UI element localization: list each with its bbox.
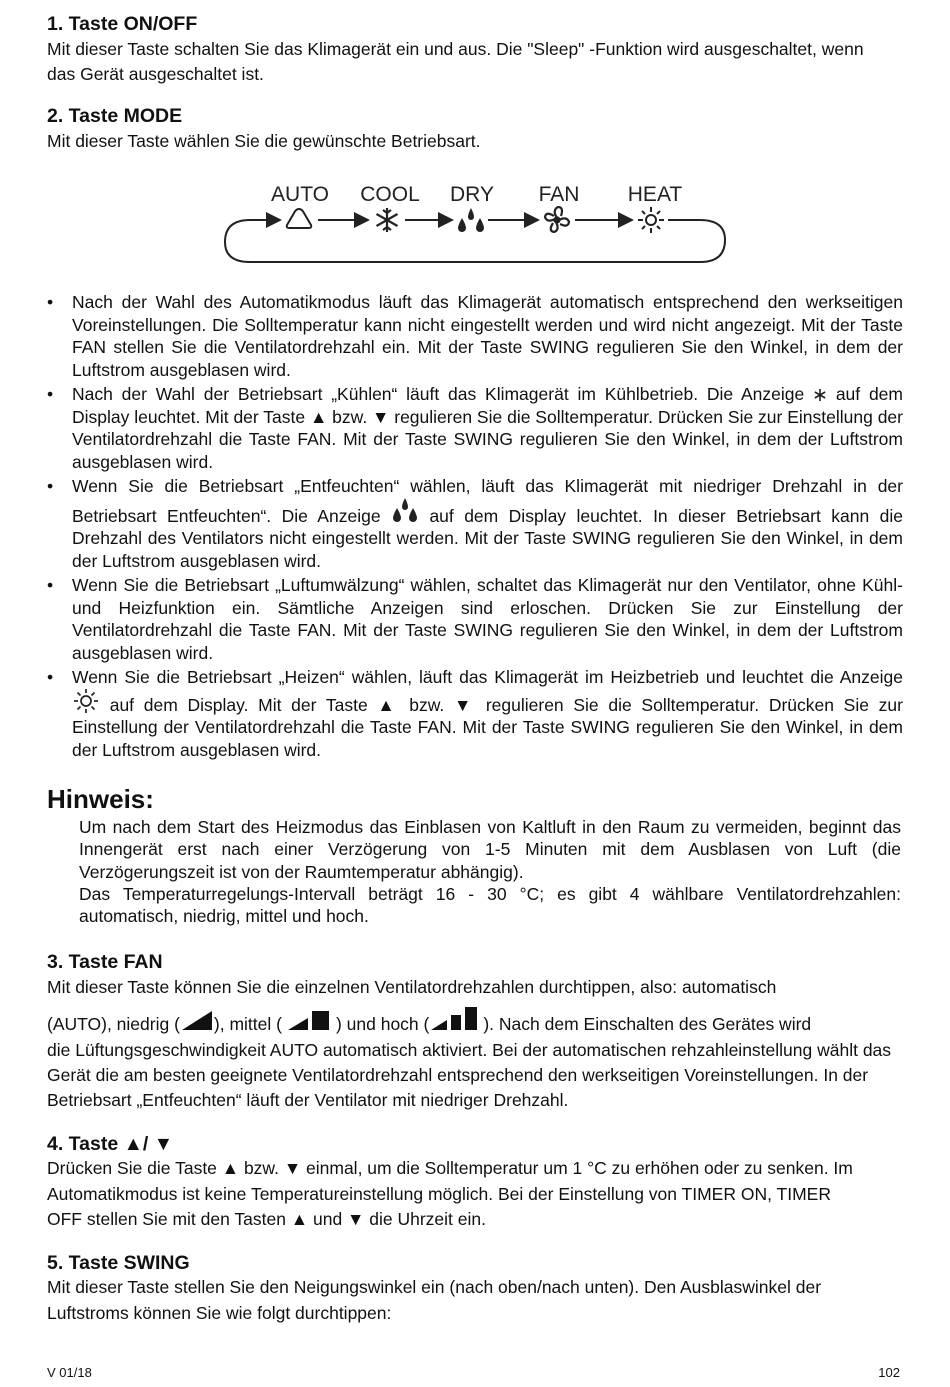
mode-cycle-diagram (220, 180, 730, 268)
footer-version: V 01/18 (47, 1365, 92, 1380)
section-5-text: Mit dieser Taste stellen Sie den Neigungswinkel ein (nach oben/nach unten). Den Ausblaswinkel der Luftstroms können Sie wie folgt durchtippen: (47, 1277, 822, 1323)
list-item (47, 574, 903, 664)
cycle-arrows (225, 220, 725, 262)
fan-speed-medium-icon (282, 1008, 336, 1032)
fan-icon (545, 207, 569, 232)
mode-label-heat: HEAT (627, 183, 683, 206)
auto-triangle-icon (287, 209, 312, 228)
bullet-dot: • (47, 292, 54, 312)
bullet-dot: • (47, 667, 54, 687)
list-item (47, 475, 903, 572)
footer-page-number: 102 (878, 1365, 900, 1380)
list-item (47, 383, 903, 473)
bullet-text: auf dem Display. Mit der Taste ▲ bzw. ▼ regulieren Sie die Solltemperatur. Drücken Sie zur Einstellung der Ventilatordrehzahl die Taste FAN. Mit der Taste SWING regulieren Sie den Winkel, in dem der Luftstrom ausgeblasen wird. (72, 694, 903, 760)
bullet-text: Nach der Wahl der Betriebsart „Kühlen“ läuft das Klimagerät im Kühlbetrieb. Die Anzeige (72, 384, 805, 404)
section-3-text-part: (AUTO), niedrig ( (47, 1014, 180, 1034)
section-1-text: Mit dieser Taste schalten Sie das Klimagerät ein und aus. Die "Sleep" -Funktion wird ausgeschaltet, wenn das Gerät ausgeschaltet ist. (47, 39, 864, 84)
section-4-text: Drücken Sie die Taste ▲ bzw. ▼ einmal, um die Solltemperatur um 1 °C zu erhöhen oder zu senken. Im Automatikmodus ist keine Temperatureinstellung möglich. Bei der Einstellung von TIMER ON, TIMER OFF stellen Sie mit den Tasten ▲ und ▼ die Uhrzeit ein. (47, 1158, 853, 1229)
section-4-title: 4. Taste ▲/ ▼ (47, 1133, 174, 1155)
note-paragraph-1: Um nach dem Start des Heizmodus das Einblasen von Kaltluft in den Raum zu vermeiden, beginnt das Innengerät erst nach einer Verzögerung von 1-5 Minuten mit dem Ausblasen von Luft (die Verzögerungszeit ist von der Raumtemperatur abhängig). (79, 817, 901, 882)
fan-speed-low-icon (180, 1008, 214, 1032)
droplets-icon (391, 498, 419, 524)
bullet-dot: • (47, 575, 54, 595)
list-item (47, 666, 903, 761)
bullet-text: Wenn Sie die Betriebsart „Entfeuchten“ wählen, läuft das Klimagerät mit niedriger Drehzahl in der Betriebsart Entfeuchten“. Die Anzeige (72, 476, 903, 526)
droplets-icon (458, 208, 484, 232)
section-3-line-b (47, 1006, 902, 1037)
bullet-text: Nach der Wahl des Automatikmodus läuft das Klimagerät automatisch entsprechend den werkseitigen Voreinstellungen. Die Solltemperatur kann nicht eingestellt werden und wird nicht angezeigt. Mit der Taste FAN stellen Sie die Ventilatordrehzahl ein. Mit der Taste SWING regulieren Sie den Winkel, in dem der Luftstrom ausgeblasen wird. (72, 292, 903, 380)
section-3-line-a: Mit dieser Taste können Sie die einzelnen Ventilatordrehzahlen durchtippen, also: automatisch (47, 977, 777, 997)
sun-icon (72, 689, 100, 713)
snowflake-icon (377, 208, 398, 232)
mode-description-list (47, 291, 903, 761)
mode-label-auto: AUTO (271, 183, 329, 206)
bullet-text: Wenn Sie die Betriebsart „Luftumwälzung“ wählen, schaltet das Klimagerät nur den Ventilator, ohne Kühl- und Heizfunktion ein. Sämtliche Anzeigen sind erloschen. Drücken Sie zur Einstellung der Ventilatordrehzahl die Taste FAN. Mit der Taste SWING regulieren Sie den Winkel, in dem der Luftstrom ausgeblasen wird. (72, 575, 903, 663)
list-item (47, 291, 903, 381)
section-3-text-part: ), mittel ( (213, 1014, 282, 1034)
section-2-title: 2. Taste MODE (47, 105, 183, 127)
section-3-title: 3. Taste FAN (47, 951, 163, 973)
section-3-text (47, 975, 902, 1113)
sun-icon (638, 207, 664, 233)
bullet-text: Wenn Sie die Betriebsart „Heizen“ wählen, läuft das Klimagerät im Heizbetrieb und leuchtet die Anzeige (72, 667, 903, 687)
bullet-text: auf dem Display leuchtet. In dieser Betriebsart kann die Drehzahl des Ventilators nicht eingestellt werden. Mit der Taste SWING regulieren Sie den Winkel, in dem der Luftstrom ausgeblasen wird. (72, 505, 903, 571)
mode-label-fan: FAN (538, 183, 580, 206)
bullet-text: auf dem Display leuchtet. Mit der Taste ▲ bzw. ▼ regulieren Sie die Solltemperatur. Drücken Sie zur Einstellung der Ventilatordrehzahl die Taste FAN. Mit der Taste SWING regulieren Sie den Winkel, in dem der Luftstrom ausgeblasen wird. (72, 384, 903, 472)
section-5-title: 5. Taste SWING (47, 1252, 190, 1274)
snowflake-icon (813, 388, 827, 402)
section-3-text-part: ). Nach dem Einschalten des Gerätes wird (483, 1014, 812, 1034)
note-paragraph-2: Das Temperaturregelungs-Intervall beträgt 16 - 30 °C; es gibt 4 wählbare Ventilatordrehzahlen: automatisch, niedrig, mittel und hoch. (79, 883, 901, 927)
section-3-line-c: die Lüftungsgeschwindigkeit AUTO automatisch aktiviert. Bei der automatischen rehzahleinstellung wählt das Gerät die am besten geeignete Ventilatordrehzahl entsprechend den werkseitigen Voreinstellungen. In der Betriebsart „Entfeuchten“ läuft der Ventilator mit niedriger Drehzahl. (47, 1040, 892, 1110)
section-3-text-part: ) und hoch ( (335, 1014, 430, 1034)
note-heading: Hinweis: (47, 784, 154, 814)
bullet-dot: • (47, 384, 54, 404)
mode-label-cool: COOL (360, 183, 420, 206)
bullet-dot: • (47, 476, 54, 496)
fan-speed-high-icon (429, 1006, 483, 1032)
note-body (79, 816, 901, 927)
mode-label-dry: DRY (450, 183, 494, 206)
section-1-title: 1. Taste ON/OFF (47, 13, 198, 35)
section-2-text: Mit dieser Taste wählen Sie die gewünschte Betriebsart. (47, 131, 481, 151)
